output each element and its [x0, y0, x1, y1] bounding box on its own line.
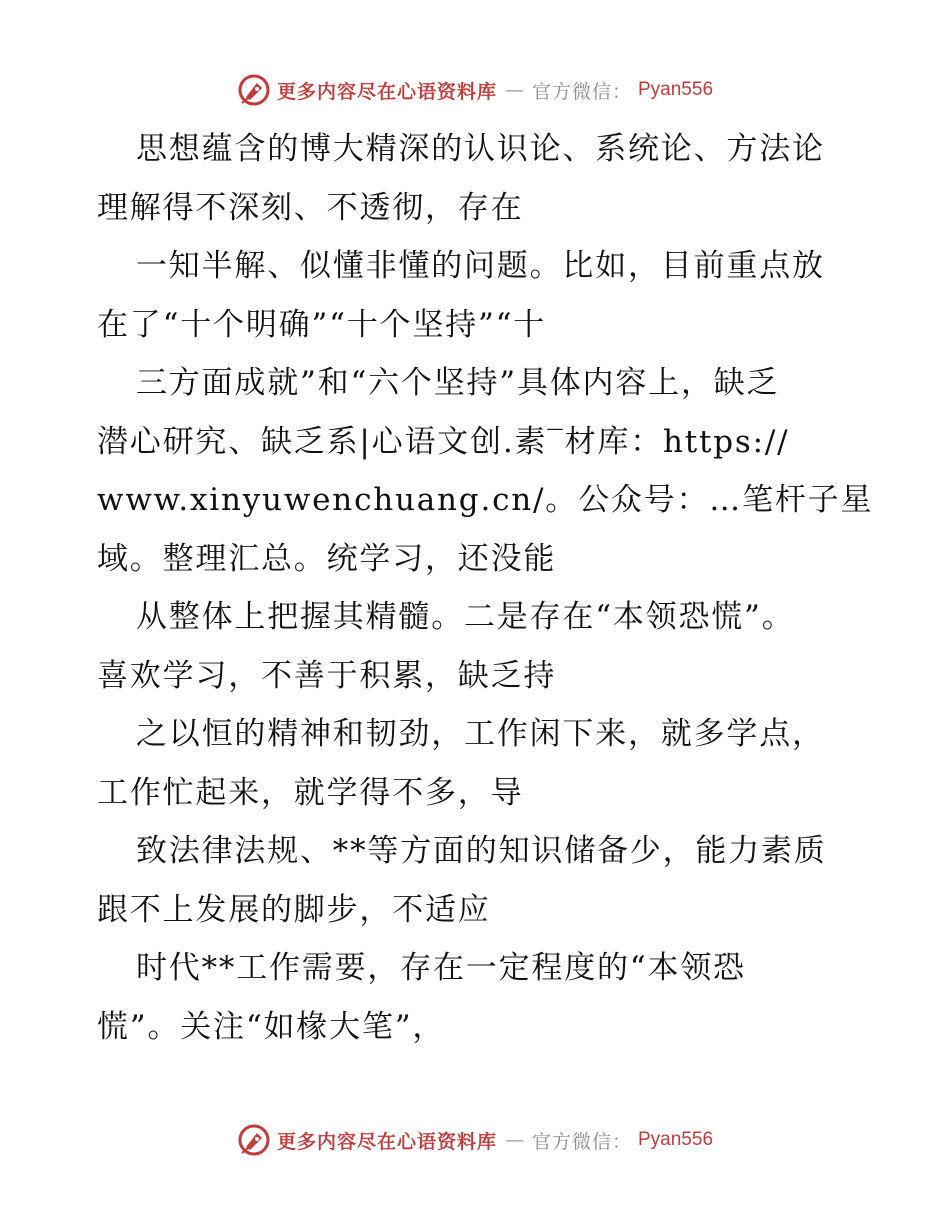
banner-wechat-id: Pyan556 — [638, 79, 714, 100]
body-line: 在了“十个明确”“十个坚持”“十 — [97, 306, 547, 343]
pen-nib-logo-icon — [237, 73, 271, 107]
body-line: 域。整理汇总。统学习，还没能 — [97, 540, 557, 577]
banner-dash: — — [504, 1129, 524, 1151]
document-body — [97, 120, 874, 1056]
body-line: 一知半解、似懂非懂的问题。比如，目前重点放 — [136, 248, 825, 284]
body-line: 时代**工作需要，存在一定程度的“本领恐 — [136, 950, 746, 986]
page-header-banner — [0, 70, 950, 110]
pen-nib-logo-icon — [237, 1123, 271, 1157]
page-footer-banner — [0, 1120, 950, 1160]
body-line: www.xinyuwenchuang.cn/。公众号：…笔杆子星 — [97, 482, 874, 518]
banner-dash: — — [504, 79, 524, 101]
banner-main-text: 更多内容尽在心语资料库 — [276, 1130, 497, 1153]
body-line: 三方面成就”和“六个坚持”具体内容上，缺乏 — [136, 365, 780, 401]
banner-wechat-label: 官方微信： — [531, 1130, 632, 1153]
body-line: 思想蕴含的博大精深的认识论、系统论、方法论 — [136, 131, 825, 167]
banner-main-text: 更多内容尽在心语资料库 — [276, 80, 497, 103]
body-line: 之以恒的精神和韧劲，工作闲下来，就多学点， — [136, 716, 825, 752]
body-line: 工作忙起来，就学得不多，导 — [97, 774, 524, 811]
banner-wechat-label: 官方微信： — [531, 80, 632, 103]
body-line: 从整体上把握其精髓。二是存在“本领恐慌”。 — [136, 599, 795, 635]
brand — [237, 73, 713, 107]
body-line: 理解得不深刻、不透彻，存在 — [97, 189, 524, 226]
brand — [237, 1123, 713, 1157]
body-line: 跟不上发展的脚步，不适应 — [97, 891, 491, 928]
banner-wechat-id: Pyan556 — [638, 1129, 714, 1150]
body-line: 致法律法规、**等方面的知识储备少，能力素质 — [136, 833, 827, 869]
body-line: 喜欢学习，不善于积累，缺乏持 — [97, 657, 557, 694]
body-line: 潜心研究、缺乏系|心语文创.素‾材库：https:// — [97, 423, 790, 460]
body-line: 慌”。关注“如椽大笔”， — [97, 1008, 446, 1045]
